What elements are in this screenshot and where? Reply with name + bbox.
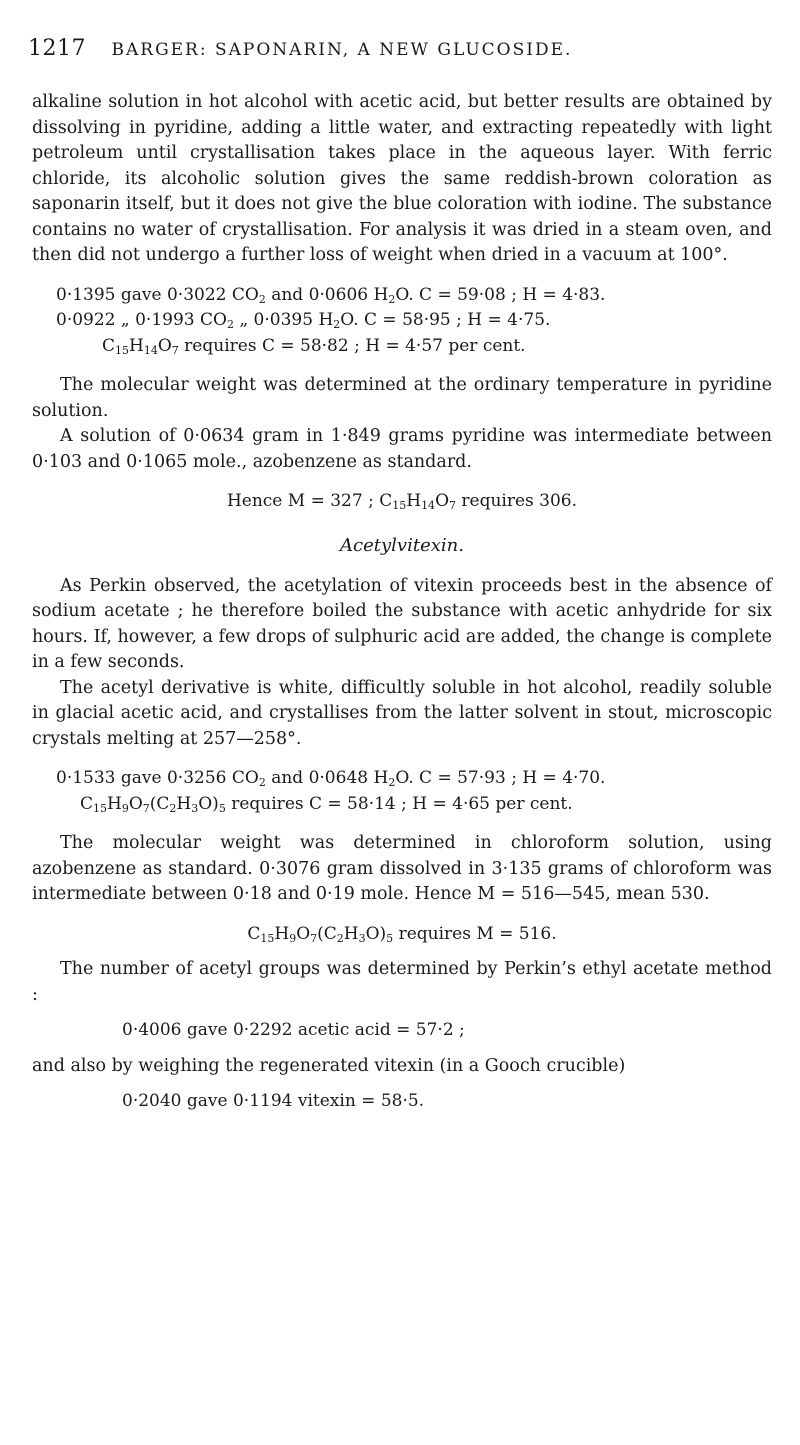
page-body [32, 90, 772, 1115]
molecular-weight-result: Hence M = 327 ; $C_{15}H_{14}O_7$ requires 306. [226, 491, 578, 512]
paragraph-acetyl-groups: The number of acetyl groups was determined by Perkin’s ethyl acetate method : [32, 959, 772, 1005]
paragraph-chloroform: The molecular weight was determined in chloroform solution, using azobenzene as standard. 0·3076 gram dissolved in 3·135 grams of chloroform was intermediate between 0·18 and 0·19 mole. Hence M = 516—545, mean 530. [32, 833, 772, 904]
paragraph-acetylation: As Perkin observed, the acetylation of vitexin proceeds best in the absence of sodium acetate ; he therefore boiled the substance with acetic anhydride for six hours. If, however, a few drops of sulphuric acid are added, the change is complete in a few seconds. [32, 575, 772, 672]
analysis-line: 0·1395 gave 0·3022 $CO_2$ and 0·0606 $H_2O$. C = 59·08 ; H = 4·83. [56, 284, 606, 306]
paragraph-acetyl-derivative: The acetyl derivative is white, difficultly soluble in hot alcohol, readily soluble in glacial acetic acid, and crystallises from the latter solvent in stout, microscopic crystals melting at 257—258°. [32, 677, 772, 749]
paragraph-regenerated-vitexin: and also by weighing the regenerated vitexin (in a Gooch crucible) [32, 1055, 626, 1076]
analysis-line: 0·1533 gave 0·3256 $CO_2$ and 0·0648 $H_2O$. C = 57·93 ; H = 4·70. [56, 768, 606, 789]
formula-requirement: $C_{15}H_{14}O_7$ requires C = 58·82 ; H = 4·57 per cent. [102, 335, 526, 357]
running-title: BARGER: SAPONARIN, A NEW GLUCOSIDE. [111, 40, 573, 60]
analysis-block-1 [32, 283, 772, 360]
acetyl-result-1: 0·4006 gave 0·2292 acetic acid = 57·2 ; [122, 1020, 465, 1040]
molecular-weight-formula: $C_{15}H_9O_7(C_2H_3O)_5$ requires M = 516. [247, 923, 557, 945]
running-header [28, 36, 788, 61]
acetyl-result-2: 0·2040 gave 0·1194 vitexin = 58·5. [122, 1091, 425, 1111]
paragraph-saponarin-properties: alkaline solution in hot alcohol with acetic acid, but better results are obtained by dissolving in pyridine, adding a little water, and extracting repeatedly with light petroleum until crystallisation takes place in the aqueous layer. With ferric chloride, its alcoholic solution gives the same reddish-brown coloration as saponarin itself, but it does not give the blue coloration with iodine. The substance contains no water of crystallisation. For analysis it was dried in a steam oven, and then did not undergo a further loss of weight when dried in a vacuum at 100°. [32, 92, 772, 265]
paragraph-solution: A solution of 0·0634 gram in 1·849 grams pyridine was intermediate between 0·103 and 0·1065 mole., azobenzene as standard. [32, 426, 772, 472]
analysis-block-2 [32, 766, 772, 817]
formula-requirement: $C_{15}H_9O_7(C_2H_3O)_5$ requires C = 58·14 ; H = 4·65 per cent. [80, 793, 573, 815]
paragraph-molecular-weight: The molecular weight was determined at the ordinary temperature in pyridine solution. [32, 375, 772, 421]
section-heading: Acetylvitexin. [340, 534, 464, 556]
page-number: 1217 [28, 36, 86, 61]
analysis-line: 0·0922 „ 0·1993 $CO_2$ „ 0·0395 $H_2O$. C = 58·95 ; H = 4·75. [56, 310, 551, 331]
